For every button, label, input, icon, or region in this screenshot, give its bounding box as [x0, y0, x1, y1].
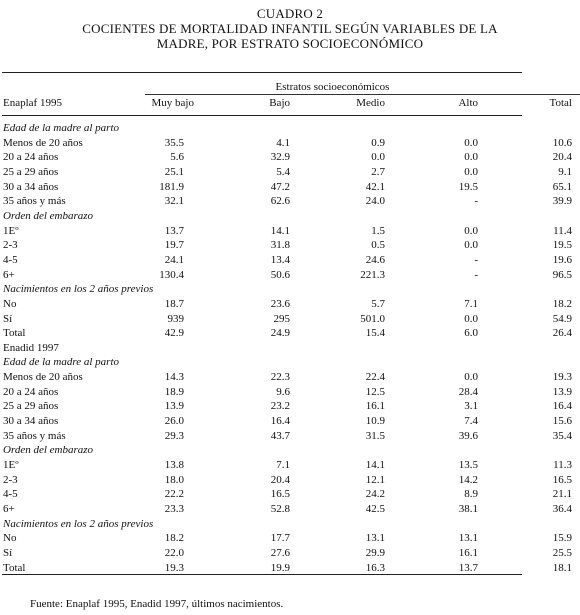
- section-heading-row: [0, 210, 580, 224]
- cell-medio: 31.5: [365, 429, 385, 442]
- cell-alto: 19.5: [458, 180, 478, 193]
- cell-bajo: 16.4: [270, 415, 290, 427]
- cell-muy-bajo: 13.7: [164, 224, 184, 237]
- cell-total: 36.4: [552, 502, 572, 515]
- cell-bajo: 23.6: [270, 297, 290, 310]
- cell-muy-bajo: 35.5: [164, 136, 184, 149]
- table-row: [0, 137, 580, 151]
- cell-alto: 14.2: [458, 473, 478, 486]
- row-label: 1Eº: [3, 224, 19, 237]
- column-group-rule: [145, 94, 580, 95]
- cell-muy-bajo: 18.7: [164, 297, 184, 310]
- cell-total: 15.9: [552, 532, 572, 545]
- cell-alto: 7.1: [464, 297, 478, 310]
- cell-total: 18.1: [552, 561, 572, 574]
- row-label: Menos de 20 años: [3, 371, 83, 384]
- table-row: [0, 269, 580, 283]
- cell-medio: 12.1: [365, 473, 385, 486]
- section-heading-row: [0, 444, 580, 458]
- cell-total: 26.4: [552, 327, 572, 340]
- cell-total: 39.9: [552, 195, 572, 208]
- cell-total: 19.6: [552, 253, 572, 266]
- cell-medio: 24.2: [365, 488, 385, 501]
- cell-medio: 13.1: [365, 532, 385, 545]
- row-label: Sí: [3, 546, 13, 559]
- cell-bajo: 52.8: [270, 502, 290, 515]
- cell-medio: 24.0: [365, 195, 385, 208]
- cell-bajo: 62.6: [270, 195, 290, 208]
- cell-total: 16.4: [552, 400, 572, 413]
- cell-total: 25.5: [552, 546, 572, 559]
- table-title-line2: COCIENTES DE MORTALIDAD INFANTIL SEGÚN VARIABLES DE LA: [82, 21, 498, 36]
- cell-alto: 0.0: [464, 239, 478, 252]
- row-label: 1Eº: [3, 458, 19, 471]
- header-col-alto: Alto: [458, 97, 478, 109]
- top-rule: [2, 72, 522, 73]
- cell-medio: 221.3: [360, 268, 385, 281]
- row-label: 4-5: [3, 253, 18, 266]
- cell-medio: 501.0: [360, 312, 385, 325]
- cell-alto: 0.0: [464, 312, 478, 325]
- header-col-muy-bajo: Muy bajo: [151, 97, 194, 109]
- cell-medio: 2.7: [371, 165, 385, 178]
- table-row: [0, 371, 580, 385]
- cell-total: 35.4: [552, 429, 572, 442]
- section-heading: Nacimientos en los 2 años previos: [3, 283, 154, 296]
- cell-alto: 0.0: [464, 165, 478, 178]
- cell-medio: 0.9: [371, 136, 385, 149]
- cell-bajo: 24.9: [270, 327, 290, 340]
- cell-medio: 15.4: [365, 327, 385, 340]
- cell-bajo: 32.9: [270, 151, 290, 164]
- cell-muy-bajo: 32.1: [164, 195, 184, 208]
- table-row: [0, 166, 580, 180]
- cell-alto: 28.4: [458, 385, 478, 398]
- header-rule: [2, 115, 522, 116]
- row-label: 6+: [3, 268, 15, 281]
- section-heading-row: [0, 518, 580, 532]
- cell-medio: 12.5: [365, 385, 385, 398]
- table-row: [0, 474, 580, 488]
- cell-total: 10.6: [552, 136, 572, 149]
- cell-bajo: 14.1: [270, 224, 290, 237]
- table-row: [0, 400, 580, 414]
- section-heading: Nacimientos en los 2 años previos: [3, 517, 154, 530]
- survey-heading-row: [0, 342, 580, 356]
- cell-bajo: 5.4: [276, 165, 290, 178]
- cell-muy-bajo: 26.0: [164, 415, 184, 427]
- cell-total: 13.9: [552, 385, 572, 398]
- section-heading: Orden del embarazo: [3, 444, 94, 457]
- row-label: Total: [3, 327, 26, 340]
- section-heading-row: [0, 122, 580, 136]
- cell-alto: 0.0: [464, 151, 478, 164]
- section-heading: Edad de la madre al parto: [3, 122, 119, 134]
- cell-muy-bajo: 25.1: [164, 165, 184, 178]
- cell-medio: 29.9: [365, 546, 385, 559]
- cell-alto: 3.1: [464, 400, 478, 413]
- table-row: [0, 327, 580, 341]
- table-title-line3: MADRE, POR ESTRATO SOCIOECONÓMICO: [156, 36, 424, 51]
- cell-muy-bajo: 23.3: [164, 502, 184, 515]
- cell-muy-bajo: 18.0: [164, 473, 184, 486]
- row-label: 20 a 24 años: [3, 151, 59, 164]
- cell-bajo: 295: [273, 312, 290, 325]
- section-heading: Orden del embarazo: [3, 209, 94, 222]
- cell-alto: 13.1: [458, 532, 478, 545]
- cell-total: 96.5: [552, 268, 572, 281]
- table-row: [0, 386, 580, 400]
- cell-total: 54.9: [552, 312, 572, 325]
- cell-alto: 7.4: [464, 415, 478, 427]
- cell-medio: 42.5: [365, 502, 385, 515]
- table-row: [0, 151, 580, 165]
- cell-muy-bajo: 18.2: [164, 532, 184, 545]
- row-label: Total: [3, 561, 26, 574]
- header-col-bajo: Bajo: [269, 97, 290, 109]
- cell-alto: 38.1: [458, 502, 478, 515]
- cell-muy-bajo: 19.3: [164, 561, 184, 574]
- cell-bajo: 4.1: [276, 136, 290, 149]
- table-row: [0, 430, 580, 444]
- cell-bajo: 27.6: [270, 546, 290, 559]
- cell-total: 16.5: [552, 473, 572, 486]
- header-survey-label: Enaplaf 1995: [3, 97, 62, 109]
- cell-alto: 0.0: [464, 136, 478, 149]
- cell-medio: 22.4: [365, 371, 385, 384]
- cell-total: 9.1: [558, 165, 572, 178]
- cell-muy-bajo: 13.9: [164, 400, 184, 413]
- row-label: 25 a 29 años: [3, 165, 59, 178]
- row-label: Sí: [3, 312, 13, 325]
- cell-muy-bajo: 939: [167, 312, 184, 325]
- cell-medio: 42.1: [365, 180, 385, 193]
- cell-total: 65.1: [552, 180, 572, 193]
- cell-alto: 13.5: [458, 458, 478, 471]
- row-label: 35 años y más: [3, 429, 66, 442]
- cell-bajo: 47.2: [270, 180, 290, 193]
- section-heading-row: [0, 283, 580, 297]
- row-label: 4-5: [3, 488, 18, 501]
- cell-medio: 14.1: [365, 458, 385, 471]
- cell-bajo: 19.9: [270, 561, 290, 574]
- table-title-line1: CUADRO 2: [256, 6, 324, 21]
- cell-bajo: 22.3: [270, 371, 290, 384]
- row-label: 30 a 34 años: [3, 180, 59, 193]
- table-row: [0, 181, 580, 195]
- cell-bajo: 9.6: [276, 385, 290, 398]
- table-row: [0, 488, 580, 502]
- cell-bajo: 17.7: [270, 532, 290, 545]
- source-note: Fuente: Enaplaf 1995, Enadid 1997, últimos nacimientos.: [30, 598, 284, 610]
- cell-muy-bajo: 130.4: [159, 268, 184, 281]
- table-row: [0, 298, 580, 312]
- row-label: Enadid 1997: [3, 341, 59, 354]
- cell-medio: 0.5: [371, 239, 385, 252]
- cell-alto: -: [474, 195, 478, 208]
- table-row: [0, 195, 580, 209]
- table-row: [0, 239, 580, 253]
- cell-total: 11.3: [553, 458, 572, 471]
- header-col-total: Total: [549, 97, 572, 109]
- cell-medio: 0.0: [371, 151, 385, 164]
- section-heading-row: [0, 356, 580, 370]
- cell-muy-bajo: 18.9: [164, 385, 184, 398]
- table-row: [0, 503, 580, 517]
- cell-total: 11.4: [553, 224, 572, 237]
- cell-medio: 10.9: [365, 415, 385, 427]
- cell-total: 19.5: [552, 239, 572, 252]
- cell-alto: 0.0: [464, 224, 478, 237]
- cell-alto: -: [474, 268, 478, 281]
- row-label: No: [3, 532, 17, 545]
- cell-bajo: 43.7: [270, 429, 290, 442]
- row-label: 30 a 34 años: [3, 415, 59, 427]
- cell-alto: 6.0: [464, 327, 478, 340]
- cell-alto: -: [474, 253, 478, 266]
- cell-total: 15.6: [552, 415, 572, 427]
- table-row: [0, 415, 580, 429]
- table-row: [0, 459, 580, 473]
- cell-muy-bajo: 42.9: [164, 327, 184, 340]
- cell-bajo: 23.2: [270, 400, 290, 413]
- cell-total: 21.1: [552, 488, 572, 501]
- row-label: No: [3, 297, 17, 310]
- table-row: [0, 313, 580, 327]
- cell-medio: 1.5: [371, 224, 385, 237]
- row-label: 35 años y más: [3, 195, 66, 208]
- cell-bajo: 16.5: [270, 488, 290, 501]
- section-heading: Edad de la madre al parto: [3, 356, 119, 369]
- cell-alto: 0.0: [464, 371, 478, 384]
- cell-bajo: 7.1: [276, 458, 290, 471]
- cell-bajo: 50.6: [270, 268, 290, 281]
- cell-alto: 13.7: [458, 561, 478, 574]
- cell-alto: 39.6: [458, 429, 478, 442]
- cell-bajo: 20.4: [270, 473, 290, 486]
- cell-muy-bajo: 29.3: [164, 429, 184, 442]
- cell-medio: 24.6: [365, 253, 385, 266]
- cell-medio: 16.3: [365, 561, 385, 574]
- cell-total: 20.4: [552, 151, 572, 164]
- cell-total: 19.3: [552, 371, 572, 384]
- row-label: 2-3: [3, 239, 18, 252]
- row-label: 25 a 29 años: [3, 400, 59, 413]
- cell-bajo: 31.8: [270, 239, 290, 252]
- cell-alto: 8.9: [464, 488, 478, 501]
- cell-muy-bajo: 19.7: [164, 239, 184, 252]
- row-label: 20 a 24 años: [3, 385, 59, 398]
- header-col-medio: Medio: [356, 97, 385, 109]
- cell-muy-bajo: 13.8: [164, 458, 184, 471]
- bottom-rule: [2, 574, 522, 575]
- row-label: Menos de 20 años: [3, 136, 83, 149]
- table-row: [0, 254, 580, 268]
- cell-muy-bajo: 22.0: [164, 546, 184, 559]
- cell-muy-bajo: 24.1: [164, 253, 184, 266]
- cell-muy-bajo: 14.3: [164, 371, 184, 384]
- cell-muy-bajo: 181.9: [159, 180, 184, 193]
- cell-bajo: 13.4: [270, 253, 290, 266]
- cell-alto: 16.1: [458, 546, 478, 559]
- table-row: [0, 532, 580, 546]
- cell-total: 18.2: [552, 297, 572, 310]
- row-label: 2-3: [3, 473, 18, 486]
- cell-medio: 5.7: [371, 297, 385, 310]
- table-row: [0, 547, 580, 561]
- table-row: [0, 225, 580, 239]
- cell-medio: 16.1: [365, 400, 385, 413]
- cell-muy-bajo: 22.2: [164, 488, 184, 501]
- cell-muy-bajo: 5.6: [170, 151, 184, 164]
- row-label: 6+: [3, 502, 15, 515]
- column-group-header: Estratos socioeconómicos: [275, 81, 390, 93]
